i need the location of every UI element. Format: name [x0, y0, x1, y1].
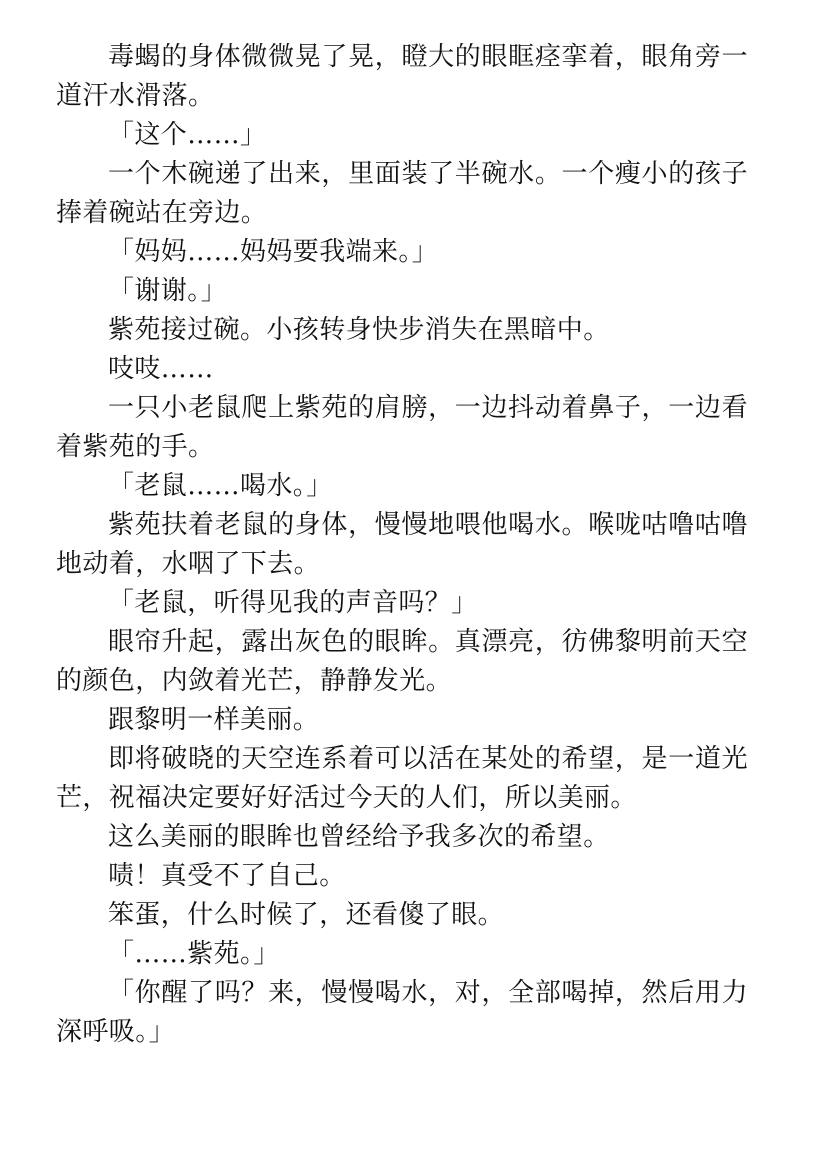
paragraph: 一只小老鼠爬上紫苑的肩膀，一边抖动着鼻子，一边看着紫苑的手。 — [56, 393, 748, 462]
paragraph: 紫苑接过碗。小孩转身快步消失在黑暗中。 — [108, 315, 610, 345]
paragraph: 毒蝎的身体微微晃了晃，瞪大的眼眶痉挛着，眼角旁一道汗水滑落。 — [56, 42, 748, 111]
dialogue-paragraph: 「老鼠，听得见我的声音吗？」 — [108, 588, 478, 618]
dialogue-paragraph: 「妈妈……妈妈要我端来。」 — [108, 237, 439, 267]
paragraph: 吱吱…… — [108, 354, 214, 384]
paragraph: 跟黎明一样美丽。 — [108, 705, 320, 735]
dialogue-paragraph: 「……紫苑。」 — [108, 939, 280, 969]
paragraph: 笨蛋，什么时候了，还看傻了眼。 — [108, 900, 505, 930]
paragraph: 即将破晓的天空连系着可以活在某处的希望，是一道光芒，祝福决定要好好活过今天的人们，所以美丽。 — [56, 744, 748, 813]
text-page — [56, 38, 748, 1052]
dialogue-paragraph: 「这个……」 — [108, 120, 267, 150]
paragraph: 眼帘升起，露出灰色的眼眸。真漂亮，彷佛黎明前天空的颜色，内敛着光芒，静静发光。 — [56, 627, 748, 696]
paragraph: 紫苑扶着老鼠的身体，慢慢地喂他喝水。喉咙咕噜咕噜地动着，水咽了下去。 — [56, 510, 748, 579]
dialogue-paragraph: 「你醒了吗？来，慢慢喝水，对，全部喝掉，然后用力深呼吸。」 — [56, 978, 748, 1047]
paragraph: 一个木碗递了出来，里面装了半碗水。一个瘦小的孩子捧着碗站在旁边。 — [56, 159, 748, 228]
dialogue-paragraph: 「老鼠……喝水。」 — [108, 471, 333, 501]
dialogue-paragraph: 「谢谢。」 — [108, 276, 228, 306]
paragraph: 这么美丽的眼眸也曾经给予我多次的希望。 — [108, 822, 610, 852]
paragraph: 啧！真受不了自己。 — [108, 861, 346, 891]
